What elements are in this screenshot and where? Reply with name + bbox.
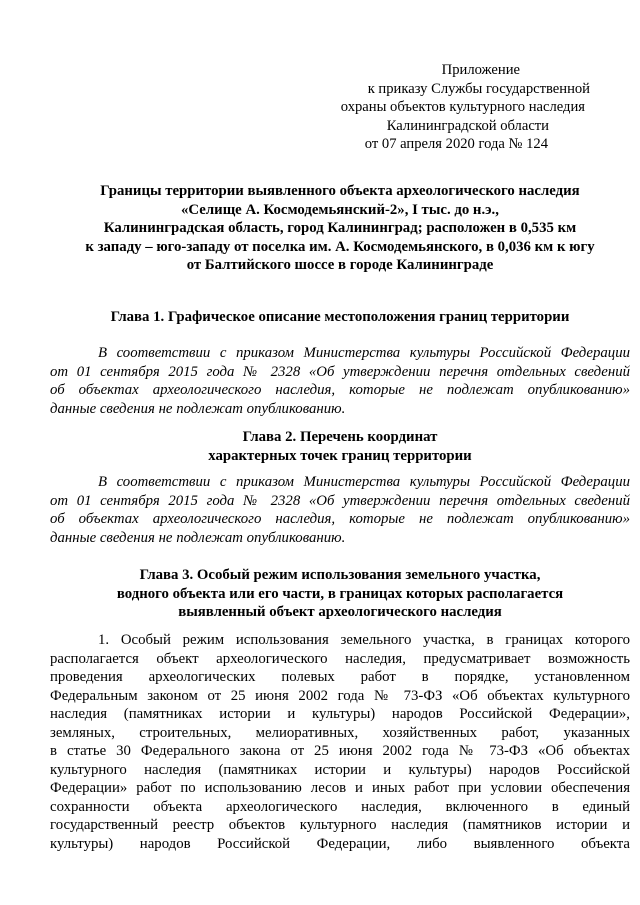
chapter2-heading-line: характерных точек границ территории: [208, 447, 472, 464]
title-line: от Балтийского шоссе в городе Калининграде: [186, 257, 494, 273]
paragraph-line: В соответствии с приказом Министерства культуры Российской Федерации: [98, 345, 630, 361]
paragraph-line: земляных, строительных, мелиоративных, хозяйственных работ, указанных: [50, 724, 630, 741]
title-line: Границы территории выявленного объекта археологического наследия: [100, 183, 580, 199]
paragraph-line: 1. Особый режим использования земельного участка, в границах которого: [98, 632, 630, 648]
paragraph-line: наследия (памятниках истории и культуры) народов Российской Федерации»,: [50, 706, 630, 722]
chapter3-heading-line: выявленный объект археологического наследия: [178, 604, 502, 620]
chapter3-heading: [50, 566, 630, 622]
title-line: «Селище А. Космодемьянский-2», I тыс. до н.э.,: [181, 201, 499, 218]
paragraph-line: Федерации» работ по использованию лесов и иных работ при условии обеспечения: [50, 780, 630, 796]
document-title: [50, 182, 630, 275]
chapter3-paragraph: [50, 631, 630, 853]
title-line: к западу – юго-западу от поселка им. А. Космодемьянского, в 0,036 км к югу: [85, 238, 595, 255]
chapter2-heading: [50, 428, 630, 465]
appendix-block: [300, 61, 590, 154]
paragraph-line: об объектах археологического наследия, которые не подлежат опубликованию»: [50, 511, 630, 527]
paragraph-line: данные сведения не подлежат опубликованию.: [50, 529, 346, 546]
chapter1-paragraph: [50, 344, 630, 418]
paragraph-line: от 01 сентября 2015 года № 2328 «Об утверждении перечня отдельных сведений: [50, 363, 630, 380]
chapter1-heading: [50, 308, 630, 327]
paragraph-line: сохранности объекта археологического наследия, включенного в единый: [50, 798, 630, 815]
appendix-line: Калининградской области: [386, 117, 549, 134]
paragraph-line: культурного наследия (памятниках истории и культуры) народов Российской: [50, 761, 630, 778]
appendix-line: охраны объектов культурного наследия: [340, 99, 585, 115]
chapter2-heading-line: Глава 2. Перечень координат: [242, 429, 438, 445]
paragraph-line: от 01 сентября 2015 года № 2328 «Об утверждении перечня отдельных сведений: [50, 492, 630, 509]
title-line: Калининградская область, город Калининград; расположен в 0,535 км: [103, 220, 577, 236]
paragraph-line: культуры) народов Российской Федерации, либо выявленного объекта: [50, 835, 630, 852]
appendix-line: Приложение: [441, 62, 520, 78]
paragraph-line: Федеральным законом от 25 июня 2002 года № 73-ФЗ «Об объектах культурного: [50, 687, 630, 704]
paragraph-line: проведения археологических полевых работ в порядке, установленном: [50, 669, 630, 685]
chapter2-paragraph: [50, 473, 630, 547]
chapter1-heading-line: Глава 1. Графическое описание местоположения границ территории: [110, 309, 570, 325]
paragraph-line: об объектах археологического наследия, которые не подлежат опубликованию»: [50, 382, 630, 398]
paragraph-line: В соответствии с приказом Министерства культуры Российской Федерации: [98, 474, 630, 490]
paragraph-line: в статье 30 Федерального закона от 25 июня 2002 года № 73-ФЗ «Об объектах: [50, 743, 630, 759]
paragraph-line: данные сведения не подлежат опубликованию.: [50, 400, 346, 417]
appendix-line: к приказу Службы государственной: [367, 80, 590, 97]
paragraph-line: государственный реестр объектов культурного наследия (памятников истории и: [50, 817, 630, 833]
chapter3-heading-line: водного объекта или его части, в границах которых располагается: [116, 585, 564, 602]
paragraph-line: располагается объект археологического наследия, предусматривает возможность: [50, 650, 630, 667]
appendix-line: от 07 апреля 2020 года № 124: [364, 136, 548, 152]
chapter3-heading-line: Глава 3. Особый режим использования земельного участка,: [139, 567, 541, 583]
